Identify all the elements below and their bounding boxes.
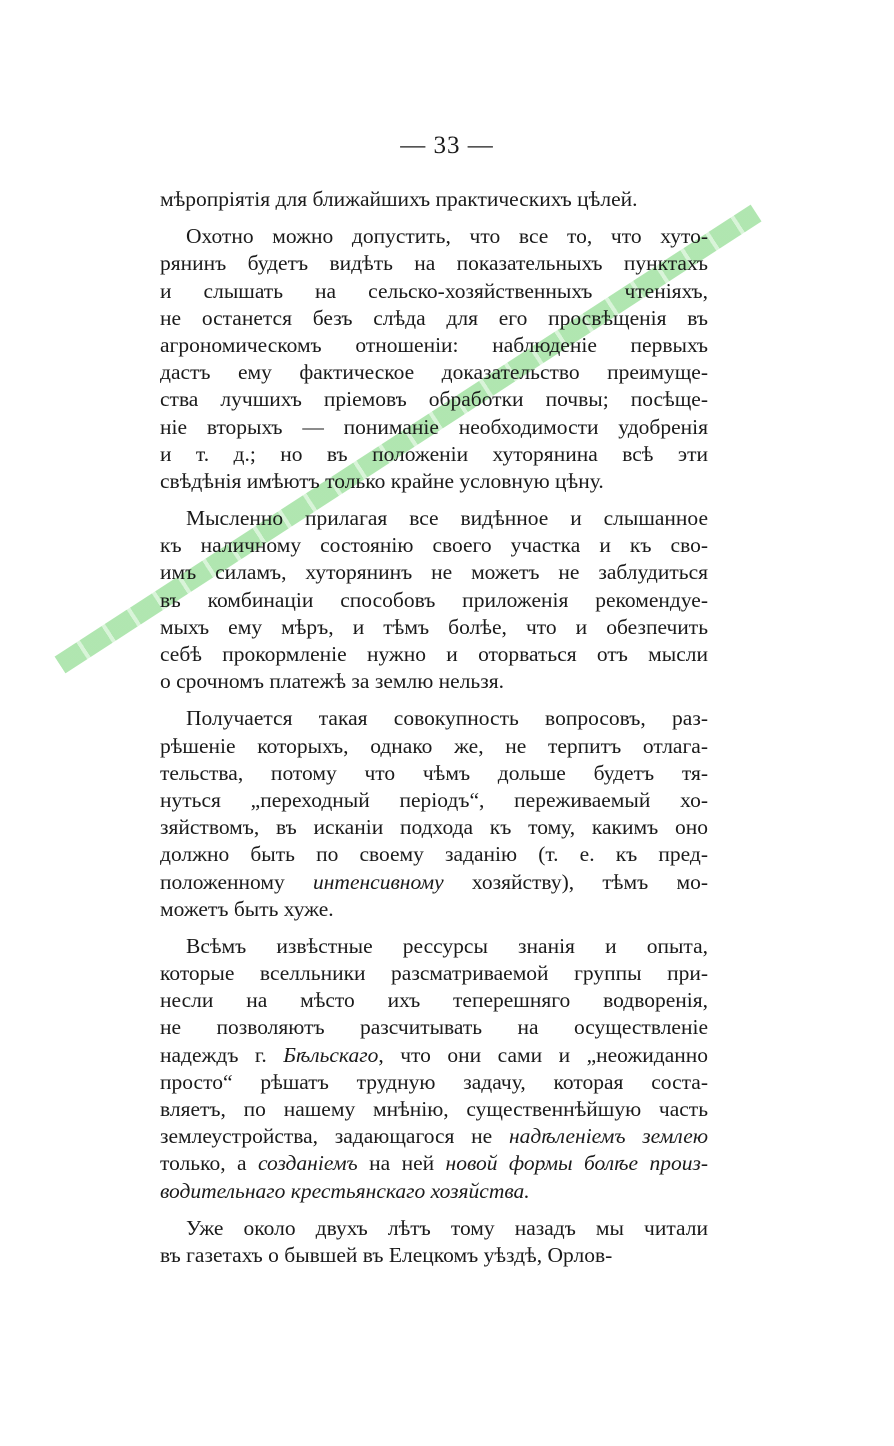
text-line <box>160 1096 708 1123</box>
text-line <box>160 614 708 641</box>
text-line <box>160 559 708 586</box>
text-line <box>160 1014 708 1041</box>
text-run: въ газетахъ о бывшей въ Елецкомъ уѣздѣ, Орлов- <box>160 1242 613 1267</box>
text-line <box>160 814 708 841</box>
text-run: дастъ ему фактическое доказательство преимуще- <box>160 360 708 385</box>
text-line <box>160 468 708 495</box>
paragraph <box>160 505 708 695</box>
text-run: Мысленно прилагая все видѣнное и слышанное <box>186 506 708 531</box>
text-run: нуться „переходный періодъ“, переживаемый хо- <box>160 787 708 812</box>
text-run: Получается такая совокупность вопросовъ, раз- <box>186 706 708 731</box>
body-text <box>160 186 708 1279</box>
text-run: тельства, потому что чѣмъ дольше будетъ тя- <box>160 760 708 785</box>
text-run: имъ силамъ, хуторянинъ не можетъ не заблудиться <box>160 560 708 585</box>
text-run: агрономическомъ отношеніи: наблюденіе первыхъ <box>160 332 708 357</box>
text-line <box>160 869 708 896</box>
text-line <box>160 1150 708 1177</box>
text-line <box>160 896 708 923</box>
text-line <box>160 668 708 695</box>
text-line <box>160 760 708 787</box>
text-run: на ней <box>357 1151 446 1176</box>
text-line <box>160 223 708 250</box>
text-run: просто“ рѣшатъ трудную задачу, которая соста- <box>160 1069 708 1094</box>
text-run: которые вселльники разсматриваемой группы при- <box>160 961 708 986</box>
text-line <box>160 332 708 359</box>
italic-text: водительнаго крестьянскаго хозяйства. <box>160 1178 530 1203</box>
text-line <box>160 1123 708 1150</box>
text-run: Охотно можно допустить, что все то, что хуто- <box>186 224 708 249</box>
text-line <box>160 278 708 305</box>
text-line <box>160 705 708 732</box>
text-run: хозяйству), тѣмъ мо- <box>443 869 708 894</box>
text-line <box>160 441 708 468</box>
paragraph <box>160 186 708 213</box>
text-run: только, а <box>160 1151 258 1176</box>
text-run: надеждъ г. <box>160 1042 284 1067</box>
italic-text: созданіемъ <box>257 1151 358 1176</box>
text-run: ніе вторыхъ — пониманіе необходимости удобренія <box>160 414 708 439</box>
text-run: вляетъ, по нашему мнѣнію, существеннѣйшую часть <box>160 1097 708 1121</box>
text-line <box>160 841 708 868</box>
text-line <box>160 359 708 386</box>
text-run: должно быть по своему заданію (т. е. къ пред- <box>160 842 708 867</box>
text-run: Уже около двухъ лѣтъ тому назадъ мы читали <box>186 1215 708 1240</box>
italic-text: надѣленіемъ землею <box>508 1124 708 1149</box>
text-run: несли на мѣсто ихъ теперешняго водворенія, <box>160 988 708 1013</box>
page-number: — 33 — <box>400 132 494 159</box>
italic-text: интенсивному <box>313 869 444 894</box>
text-run: землеустройства, задающагося не <box>160 1124 509 1149</box>
text-run: рѣшеніе которыхъ, однако же, не терпитъ отлага- <box>160 733 708 758</box>
text-line <box>160 1215 708 1242</box>
text-run: можетъ быть хуже. <box>160 896 334 921</box>
italic-text: Бѣльскаго <box>283 1042 379 1067</box>
text-line <box>160 186 708 213</box>
text-run: къ наличному состоянію своего участка и къ сво- <box>160 533 708 558</box>
text-line <box>160 250 708 277</box>
text-run: ства лучшихъ пріемовъ обработки почвы; посѣще- <box>160 387 708 412</box>
text-run: , что они сами и „неожиданно <box>378 1042 708 1067</box>
text-line <box>160 386 708 413</box>
text-line <box>160 987 708 1014</box>
text-run: мѣропріятія для ближайшихъ практическихъ цѣлей. <box>160 187 638 211</box>
text-run: себѣ прокормленіе нужно и оторваться отъ мысли <box>160 642 708 666</box>
text-run: и слышать на сельско-хозяйственныхъ чтеніяхъ, <box>160 278 708 303</box>
paragraph <box>160 933 708 1205</box>
text-run: въ комбинаціи способовъ приложенія рекомендуе- <box>160 587 708 612</box>
paragraph <box>160 705 708 923</box>
text-run: свѣдѣнія имѣютъ только крайне условную цѣну. <box>160 468 604 493</box>
text-line <box>160 733 708 760</box>
text-line <box>160 414 708 441</box>
text-line <box>160 587 708 614</box>
text-run: мыхъ ему мѣръ, и тѣмъ болѣе, что и обезпечить <box>160 614 708 639</box>
text-line <box>160 1042 708 1069</box>
text-run: рянинъ будетъ видѣть на показательныхъ пунктахъ <box>160 251 708 276</box>
text-run: не позволяютъ разсчитывать на осуществленіе <box>160 1015 708 1040</box>
text-run: не останется безъ слѣда для его просвѣщенія въ <box>160 305 708 330</box>
text-line <box>160 505 708 532</box>
text-line <box>160 1178 708 1205</box>
text-line <box>160 641 708 668</box>
text-line <box>160 1242 708 1269</box>
text-line <box>160 532 708 559</box>
text-line <box>160 305 708 332</box>
text-line <box>160 787 708 814</box>
text-run: о срочномъ платежѣ за землю нельзя. <box>160 669 504 694</box>
text-run: положенному <box>160 869 314 894</box>
text-line <box>160 1069 708 1096</box>
text-line <box>160 933 708 960</box>
paragraph <box>160 223 708 495</box>
text-run: Всѣмъ извѣстные рессурсы знанія и опыта, <box>186 933 708 958</box>
paragraph <box>160 1215 708 1269</box>
text-run: и т. д.; но въ положеніи хуторянина всѣ эти <box>160 441 708 466</box>
italic-text: новой формы болѣе произ- <box>445 1151 708 1176</box>
text-line <box>160 960 708 987</box>
text-run: зяйствомъ, въ исканіи подхода къ тому, какимъ оно <box>160 815 708 840</box>
